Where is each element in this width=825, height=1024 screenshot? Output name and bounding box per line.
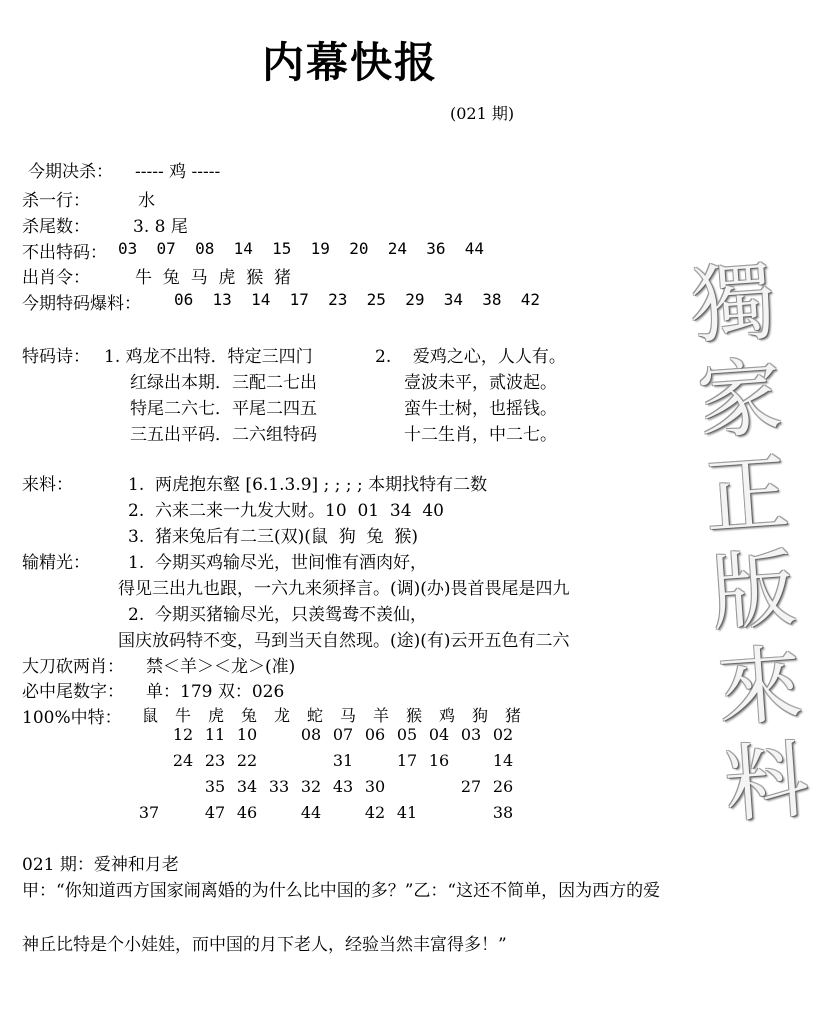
grid-number: 41 [396,803,418,822]
grid-number: 34 [236,777,258,796]
grid-number: 10 [236,725,258,744]
grid-number: 07 [332,725,354,744]
lose-line: 1. 今期买鸡输尽光，世间惟有酒肉好， [128,553,428,573]
poem-right-line: 十二生肖，中二七。 [404,425,557,445]
poem-right-line: 2. 爱鸡之心，人人有。 [375,347,566,367]
lose-line: 2. 今期买猪输尽光，只羡鸳鸯不羡仙， [128,605,428,625]
no-special-value: 03 07 08 14 15 19 20 24 36 44 [118,239,485,258]
watermark-char: 料 [721,730,813,835]
poem-left-line: 三五出平码．二六组特码 [130,425,317,445]
burst-label: 今期特码爆料： [22,294,141,314]
grid-number: 31 [332,751,354,770]
grid-number: 32 [300,777,322,796]
watermark-char: 來 [714,634,806,739]
kill-zodiac-label: 今期决杀： [28,162,113,182]
grid-number: 44 [300,803,322,822]
grid-number: 04 [428,725,450,744]
grid-number: 02 [492,725,514,744]
grid-number: 35 [204,777,226,796]
tail-numbers-label: 必中尾数字： [22,682,124,702]
zodiac-header: 马 [339,706,356,725]
joke-line: 甲：“你知道西方国家闹离婚的为什么比中国的多？”乙：“这还不简单，因为西方的爱 [22,881,661,901]
grid-number: 11 [204,725,226,744]
zodiac-header: 鸡 [438,706,455,725]
out-zodiac-label: 出肖令： [22,268,90,288]
joke-line: 神丘比特是个小娃娃，而中国的月下老人，经验当然丰富得多！” [22,935,507,955]
joke-title: 021 期：爱神和月老 [22,855,179,875]
kill-element-label: 杀一行： [22,191,90,211]
watermark-char: 正 [701,443,792,547]
kill-tail-label: 杀尾数： [22,217,90,237]
grid-number: 42 [364,803,386,822]
grid-number: 46 [236,803,258,822]
watermark-char: 版 [708,539,799,643]
zodiac-header: 蛇 [306,706,323,725]
big-knife-value: 禁＜羊＞＜龙＞(准) [146,657,296,677]
grid-number: 38 [492,803,514,822]
sources-item: 1. 两虎抱东壑 [6.1.3.9] ; ; ; ; 本期找特有二数 [128,475,488,495]
zodiac-header: 龙 [273,706,290,725]
poem-label: 特码诗： [22,347,90,367]
sources-item: 3. 猪来兔后有二三(双)(鼠 狗 兔 猴) [128,527,418,547]
tail-numbers-value: 单：179 双：026 [146,682,285,702]
grid-number: 16 [428,751,450,770]
grid-number: 06 [364,725,386,744]
zodiac-header: 兔 [240,706,257,725]
poem-right-line: 蛮牛士树，也摇钱。 [404,399,557,419]
zodiac-header: 猴 [405,706,422,725]
side-watermark [670,252,825,835]
page-title: 内幕快报 [262,38,439,87]
poem-right-line: 壹波未平，贰波起。 [404,373,557,393]
grid-number: 26 [492,777,514,796]
watermark-char: 獨 [687,251,779,356]
kill-zodiac-value: ----- 鸡 ----- [135,162,221,182]
grid-number: 24 [172,751,194,770]
grid-number: 03 [460,725,482,744]
zodiac-header: 牛 [174,706,191,725]
grid-number: 22 [236,751,258,770]
zodiac-header: 狗 [471,706,488,725]
zodiac-header: 羊 [372,706,389,725]
watermark-char: 家 [694,347,786,452]
big-knife-label: 大刀砍两肖： [22,657,124,677]
grid-number: 14 [492,751,514,770]
lose-line: 国庆放码特不变，马到当天自然现。(途)(有)云开五色有二六 [118,631,570,651]
issue-number: (021 期) [450,104,515,123]
grid-number: 37 [138,803,160,822]
zodiac-header: 虎 [207,706,224,725]
grid-number: 47 [204,803,226,822]
poem-left-line: 1. 鸡龙不出特．特定三四门 [104,347,313,367]
grid-number: 17 [396,751,418,770]
grid-number: 30 [364,777,386,796]
sources-item: 2. 六来二来一九发大财。10 01 34 40 [128,501,444,521]
poem-left-line: 特尾二六七．平尾二四五 [130,399,317,419]
grid-number: 08 [300,725,322,744]
zodiac-header: 猪 [504,706,521,725]
grid-number: 12 [172,725,194,744]
kill-tail-value: 3. 8 尾 [133,217,188,237]
grid-number: 23 [204,751,226,770]
grid-number: 27 [460,777,482,796]
grid-number: 05 [396,725,418,744]
grid-number: 33 [268,777,290,796]
burst-value: 06 13 14 17 23 25 29 34 38 42 [174,290,541,309]
hit100-label: 100%中特： [22,708,122,728]
grid-number: 43 [332,777,354,796]
kill-element-value: 水 [138,191,155,211]
sources-label: 来料： [22,475,73,495]
poem-left-line: 红绿出本期．三配二七出 [130,373,317,393]
lose-label: 输精光： [22,553,90,573]
no-special-label: 不出特码： [22,243,107,263]
lose-line: 得见三出九也跟，一六九来须择言。(调)(办)畏首畏尾是四九 [118,579,570,599]
out-zodiac-value: 牛 兔 马 虎 猴 猪 [135,268,292,288]
zodiac-header: 鼠 [141,706,158,725]
